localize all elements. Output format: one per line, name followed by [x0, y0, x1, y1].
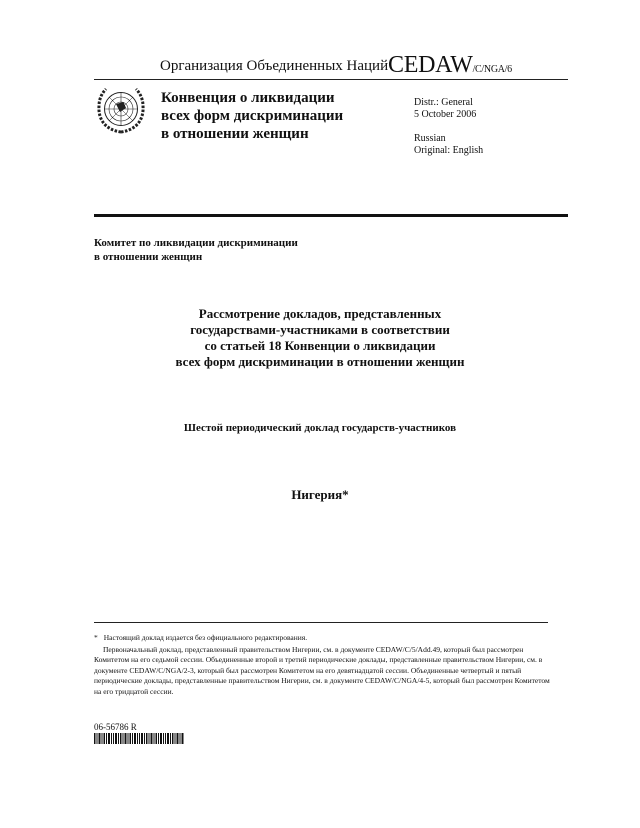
convention-title-line: Конвенция о ликвидации — [161, 90, 335, 106]
convention-title — [161, 89, 401, 143]
footnote-marker: * — [94, 633, 98, 642]
title-divider — [94, 214, 568, 217]
country-name: Нигерия* — [291, 487, 349, 502]
committee-line: в отношении женщин — [94, 251, 203, 263]
distribution-info — [414, 97, 554, 157]
distribution-spacer — [414, 121, 554, 133]
convention-title-line: всех форм дискриминации — [161, 108, 344, 124]
footnote-divider — [94, 622, 548, 623]
symbol-suffix: /C/NGA/6 — [472, 64, 512, 75]
consideration-line: государствами-участниками в соответствии — [190, 322, 450, 337]
distribution-date: 5 October 2006 — [414, 109, 477, 120]
symbol-main: CEDAW — [388, 52, 473, 78]
distribution-line: Distr.: General — [414, 97, 473, 108]
consideration-line: всех форм дискриминации в отношении женщин — [175, 354, 465, 369]
footnote-text: Настоящий доклад издается без официального редактирования. — [103, 633, 308, 642]
consideration-line: Рассмотрение докладов, представленных — [198, 306, 442, 321]
committee-line: Комитет по ликвидации дискриминации — [94, 237, 298, 249]
footnote-body: Первоначальный доклад, представленный правительством Нигерии, см. в документе CEDAW/C/5/Add.49, который был рассмотрен Комитетом на его седьмой сессии. Объединенные второй и третий периодические доклады, представленные правительством Нигерии, см. в документе CEDAW/C/NGA/2-3, который был рассмотрен Комитетом на его девятнадцатой сессии. Объединенные четвертый и пятый периодические доклады, представленные правительством Нигерии, см. в документе CEDAW/C/NGA/4-5, который был рассмотрен Комитетом на его тридцатой сессии. — [94, 644, 550, 696]
barcode-icon — [94, 733, 184, 744]
distribution-original: Original: English — [414, 145, 484, 156]
footnote-first-line — [94, 633, 554, 644]
un-emblem-icon — [96, 84, 146, 134]
report-type: Шестой периодический доклад государств-участников — [183, 422, 457, 434]
footnote — [94, 633, 554, 697]
header-divider — [94, 79, 568, 80]
document-symbol — [388, 52, 512, 79]
committee-name — [94, 236, 394, 264]
document-number: 06-56786 R — [94, 722, 137, 732]
convention-title-line: в отношении женщин — [161, 126, 309, 142]
distribution-language: Russian — [414, 133, 446, 144]
consideration-line: со статьей 18 Конвенции о ликвидации — [204, 338, 436, 353]
organization-name: Организация Объединенных Наций — [160, 58, 389, 74]
consideration-heading — [100, 306, 540, 370]
